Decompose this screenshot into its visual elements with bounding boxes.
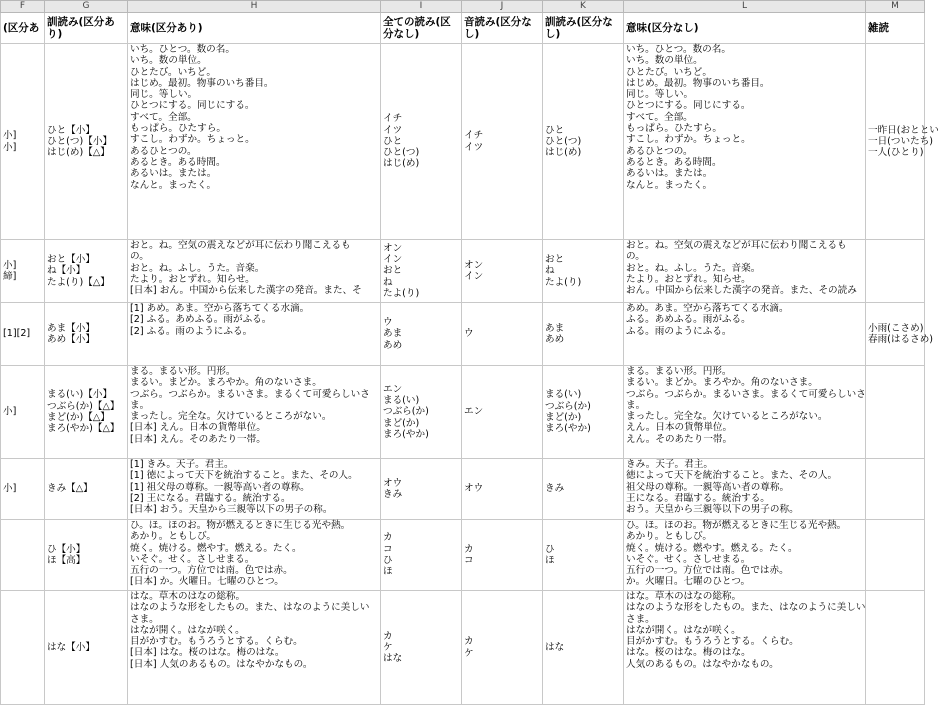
cell-line: [日本] おん。中国から伝来した漢字の発音。また、そ [130, 285, 362, 297]
cell-line: [日本] 人気のあるもの。はなやかなもの。 [130, 658, 313, 670]
cell-line: オウ [464, 483, 484, 495]
cell-line: [1] 祖父母の尊称。一親等高い者の尊称。 [130, 481, 310, 493]
cell-line: おん。中国から伝来した漢字の発音。また、その読み [626, 285, 857, 297]
cell-line: はじ(め) [383, 158, 420, 170]
cell-line: すべて。全部。 [130, 111, 197, 123]
cell-line: イツ [464, 141, 484, 153]
cell-m[interactable] [866, 591, 925, 705]
cell-g[interactable] [45, 591, 128, 705]
header-cell[interactable]: 訓読み(区分なし) [543, 13, 624, 44]
cell-k[interactable] [543, 591, 624, 705]
cell-line: すべて。全部。 [626, 111, 693, 123]
cell-g[interactable] [45, 44, 128, 240]
cell-line: ひと(つ) [545, 135, 582, 147]
cell-k[interactable] [543, 366, 624, 459]
column-letter-row [1, 1, 925, 13]
cell-i[interactable] [381, 303, 462, 366]
cell-line: はなが開く。はなが咲く。 [626, 624, 741, 636]
cell-h[interactable] [128, 591, 381, 705]
cell-i[interactable] [381, 459, 462, 520]
column-letter-J[interactable]: J [462, 1, 543, 13]
cell-line: まど(か) [545, 412, 582, 423]
cell-m[interactable] [866, 303, 934, 366]
cell-line: ひ。ほ。ほのお。物が燃えるときに生じる光や熱。 [626, 520, 847, 531]
cell-line: ひと [383, 135, 403, 147]
cell-line: いち。数の単位。 [130, 55, 207, 67]
cell-m[interactable] [866, 459, 925, 520]
cell-line: [1] きみ。天子。君主。 [130, 459, 234, 470]
cell-line: イン [383, 254, 403, 266]
cell-h[interactable] [128, 520, 381, 591]
cell-line: イン [464, 271, 484, 282]
cell-line: もっぱら。ひたすら。 [130, 123, 226, 135]
cell-line: まるい。まどか。まろやか。角のないさま。 [626, 377, 818, 389]
cell-line: 春雨(はるさめ) [868, 334, 934, 345]
cell-f[interactable] [1, 240, 45, 303]
cell-line: きみ [545, 483, 565, 495]
cell-line: [2] 王になる。君臨する。統治する。 [130, 492, 291, 504]
cell-m[interactable] [866, 44, 939, 240]
cell-line: さま。 [626, 613, 655, 625]
cell-line: ひと(つ)【小】 [47, 135, 113, 147]
cell-line: [日本] えん。そのあたり一帯。 [130, 433, 266, 445]
cell-line: イツ [383, 124, 403, 136]
cell-line: [日本] か。火曜日。七曜のひとつ。 [130, 576, 284, 588]
cell-g[interactable] [45, 303, 128, 366]
cell-line: 小] [3, 259, 17, 271]
cell-h[interactable] [128, 366, 381, 459]
cell-i[interactable] [381, 520, 462, 591]
cell-h[interactable] [128, 240, 381, 303]
cell-f[interactable] [1, 366, 45, 459]
cell-line: ひとたび。いちど。 [130, 66, 216, 78]
cell-k[interactable] [543, 44, 624, 240]
cell-line: ひとたび。いちど。 [626, 66, 712, 78]
cell-line: の。 [130, 251, 149, 263]
cell-line: ひ【小】 [47, 543, 86, 555]
column-letter-M[interactable]: M [866, 1, 925, 13]
cell-line: はな【小】 [47, 641, 95, 653]
cell-line: たよ(り) [383, 287, 420, 299]
cell-line: はな。草木のはなの総称。 [626, 591, 742, 602]
cell-f[interactable] [1, 44, 45, 240]
cell-line: たよ(り) [545, 276, 582, 288]
cell-line: さま。 [130, 613, 159, 625]
cell-i[interactable] [381, 240, 462, 303]
cell-line: あめ [545, 334, 565, 345]
cell-line: まったし。完全な。欠けているところがない。 [130, 411, 332, 423]
cell-l[interactable] [624, 44, 866, 240]
cell-line: あめ【小】 [47, 334, 95, 345]
cell-line: 五行の一つ。方位では南。色では赤。 [130, 565, 293, 577]
cell-line: おと。ね。ふし。うた。音楽。 [626, 262, 761, 274]
cell-line: あま [383, 328, 403, 340]
cell-line: ま。 [626, 399, 646, 411]
column-letter-H[interactable]: H [128, 1, 381, 13]
cell-h[interactable] [128, 459, 381, 520]
cell-f[interactable] [1, 459, 45, 520]
cell-line: 一日(ついたち) [868, 135, 934, 147]
cell-line: ほ [545, 555, 555, 566]
cell-line: つぶら(か) [383, 406, 429, 418]
cell-line: ほ【高】 [47, 555, 86, 566]
header-cell[interactable]: 全ての読み(区分なし) [381, 13, 462, 44]
cell-line: たより。おとずれ。知らせ。 [130, 273, 255, 285]
cell-line: はなのような形をしたもの。また、はなのように美しい [130, 602, 370, 614]
cell-line: ひとつにする。同じにする。 [130, 100, 255, 112]
cell-line: 小] [3, 130, 17, 142]
cell-k[interactable] [543, 240, 624, 303]
cell-line: カ [464, 636, 474, 648]
cell-m[interactable] [866, 240, 925, 303]
cell-l[interactable] [624, 520, 866, 591]
cell-l[interactable] [624, 459, 866, 520]
data-rows [1, 44, 939, 705]
cell-line: おと【小】 [47, 254, 95, 266]
cell-line: 目がかすむ。もうろうとする。くらむ。 [626, 636, 799, 648]
cell-line: まろ(やか)【△】 [47, 423, 120, 435]
cell-line: ひ [545, 543, 555, 555]
cell-line: エン [383, 383, 403, 395]
cell-line: まる(い) [545, 389, 582, 401]
header-cell[interactable]: 意味(区分あり) [128, 13, 381, 44]
cell-line: 王になる。君臨する。統治する。 [626, 492, 770, 504]
cell-line: ほ [383, 566, 393, 578]
cell-g[interactable] [45, 520, 128, 591]
cell-line: ひと【小】 [47, 124, 95, 136]
cell-line: カ [383, 532, 393, 544]
cell-line: あかり。ともしび。 [626, 531, 712, 543]
cell-line: [1] 徳によって天下を統治すること。また、その人。 [130, 470, 358, 482]
cell-line: ウ [383, 317, 393, 329]
cell-line: コ [464, 555, 474, 566]
cell-line: ひと [545, 124, 565, 136]
cell-line: まる(い)【小】 [47, 389, 113, 401]
cell-line: ね [383, 276, 393, 288]
column-letter-L[interactable]: L [624, 1, 866, 13]
cell-line: はじ(め) [545, 147, 582, 159]
table-row [1, 240, 925, 303]
cell-line: はじめ。最初。物事のいち番目。 [626, 77, 770, 89]
cell-line: 小] [3, 483, 17, 495]
cell-line: ね [545, 265, 555, 277]
cell-line: [日本] えん。日本の貨幣単位。 [130, 422, 266, 434]
cell-line: はなのような形をしたもの。また、はなのように美しい [626, 602, 866, 614]
cell-line: エン [464, 406, 484, 418]
cell-line: オン [383, 242, 403, 254]
cell-line: いち。ひとつ。数の名。 [130, 44, 235, 55]
cell-line: まど(か)【△】 [47, 412, 110, 423]
cell-line: まったし。完全な。欠けているところがない。 [626, 411, 828, 423]
cell-line: つぶら(か) [545, 400, 591, 412]
cell-line: 小] [3, 406, 17, 418]
cell-line: ひとつにする。同じにする。 [626, 100, 751, 112]
cell-line: すこし。わずか。ちょっと。 [626, 134, 751, 146]
cell-line: カ [383, 630, 393, 642]
table-row [1, 44, 925, 240]
cell-line: おと [383, 265, 403, 277]
column-letter-K[interactable]: K [543, 1, 624, 13]
cell-line: あま【小】 [47, 322, 95, 334]
cell-line: ひと(つ) [383, 147, 420, 159]
cell-line: あるひとつの。 [130, 145, 197, 157]
cell-line: いち。ひとつ。数の名。 [626, 44, 731, 55]
table-row [1, 520, 925, 591]
cell-line: きみ。天子。君主。 [626, 459, 713, 470]
table-row [1, 591, 925, 705]
cell-line: イチ [383, 113, 403, 125]
cell-line: えん。日本の貨幣単位。 [626, 422, 733, 434]
cell-line: おと。ね。空気の震えなどが耳に伝わり聞こえるも [626, 240, 847, 251]
cell-line: もっぱら。ひたすら。 [626, 123, 722, 135]
cell-line: か。火曜日。七曜のひとつ。 [626, 576, 751, 588]
cell-line: はじめ。最初。物事のいち番目。 [130, 77, 274, 89]
column-letter-I[interactable]: I [381, 1, 462, 13]
cell-line: あるひとつの。 [626, 145, 693, 157]
cell-line: 焼く。焼ける。燃やす。燃える。たく。 [130, 542, 302, 554]
cell-line: 小] [3, 141, 17, 153]
cell-line: たより。おとずれ。知らせ。 [626, 273, 751, 285]
cell-line: おと。ね。ふし。うた。音楽。 [130, 262, 265, 274]
header-cell[interactable]: 意味(区分なし) [624, 13, 866, 44]
cell-line: はな。桜のはな。梅のはな。 [626, 647, 751, 659]
cell-line: すこし。わずか。ちょっと。 [130, 134, 255, 146]
cell-line: まろ(やか) [545, 423, 591, 435]
cell-line: えん。そのあたり一帯。 [626, 433, 733, 445]
cell-line: まるい。まどか。まろやか。角のないさま。 [130, 377, 322, 389]
cell-line: あめ。あま。空から落ちてくる水滴。 [626, 303, 789, 314]
cell-line: 締] [3, 271, 17, 282]
cell-line: オン [464, 259, 484, 271]
cell-line: なんと。まったく。 [626, 179, 713, 191]
cell-line: まど(か) [383, 417, 420, 429]
column-letter-G[interactable]: G [45, 1, 128, 13]
cell-line: コ [383, 543, 393, 555]
cell-line: ね【小】 [47, 265, 86, 277]
cell-line: つぶら(か)【△】 [47, 400, 120, 412]
cell-line: 同じ。等しい。 [626, 89, 694, 101]
cell-g[interactable] [45, 240, 128, 303]
header-row [1, 13, 925, 44]
cell-line: イチ [464, 130, 484, 142]
cell-line: 焼く。焼ける。燃やす。燃える。たく。 [626, 542, 798, 554]
cell-line: きみ [383, 489, 403, 500]
cell-line: [2] ふる。雨のようにふる。 [130, 325, 253, 337]
cell-g[interactable] [45, 459, 128, 520]
cell-line: つぶら。つぶらか。まるいさま。まるくて可愛らしいさ [130, 388, 370, 400]
cell-line: あるいは。または。 [130, 168, 217, 180]
cell-line: 一昨日(おととい [868, 124, 939, 136]
cell-line: [1][2] [3, 328, 31, 340]
cell-line: はな。草木のはなの総称。 [130, 591, 246, 602]
cell-l[interactable] [624, 303, 866, 366]
cell-line: ひ。ほ。ほのお。物が燃えるときに生じる光や熱。 [130, 520, 351, 531]
cell-i[interactable] [381, 44, 462, 240]
column-letter-F[interactable]: F [1, 1, 45, 13]
cell-line: あるとき。ある時間。 [626, 156, 722, 168]
cell-line: 小雨(こさめ) [868, 322, 924, 334]
header-cell[interactable]: (区分あ [1, 13, 45, 44]
cell-line: カ [464, 543, 474, 555]
cell-line: ふる。雨のようにふる。 [626, 325, 732, 337]
cell-line: きみ【△】 [47, 483, 93, 495]
cell-line: 一人(ひとり) [868, 147, 924, 159]
cell-line: つぶら。つぶらか。まるいさま。まるくて可愛らしいさ [626, 388, 866, 400]
cell-line: おう。天皇から三親等以下の男子の称。 [626, 504, 799, 516]
cell-line: [日本] おう。天皇から三親等以下の男子の称。 [130, 504, 333, 516]
cell-k[interactable] [543, 303, 624, 366]
cell-line: ひ [383, 555, 393, 566]
cell-line: ウ [464, 328, 474, 340]
cell-j[interactable] [462, 520, 543, 591]
cell-i[interactable] [381, 591, 462, 705]
cell-line: ケ [383, 641, 393, 653]
cell-m[interactable] [866, 520, 925, 591]
cell-line: はじ(め)【△】 [47, 147, 110, 159]
cell-j[interactable] [462, 459, 543, 520]
cell-l[interactable] [624, 591, 866, 705]
cell-line: あま [545, 322, 565, 334]
cell-line: あめ [383, 339, 403, 351]
cell-line: はなが開く。はなが咲く。 [130, 624, 245, 636]
cell-line: はな [383, 653, 403, 665]
cell-line: まる(い) [383, 395, 420, 407]
cell-line: 五行の一つ。方位では南。色では赤。 [626, 565, 789, 577]
cell-line: オウ [383, 477, 403, 489]
cell-line: おと [545, 254, 565, 266]
cell-j[interactable] [462, 44, 543, 240]
cell-h[interactable] [128, 44, 381, 240]
cell-i[interactable] [381, 366, 462, 459]
cell-line: まる。まるい形。円形。 [626, 366, 732, 377]
header-cell[interactable]: 音読み(区分なし) [462, 13, 543, 44]
cell-h[interactable] [128, 303, 381, 366]
cell-l[interactable] [624, 240, 866, 303]
cell-f[interactable] [1, 520, 45, 591]
cell-f[interactable] [1, 591, 45, 705]
cell-line: 徳によって天下を統治すること。また、その人。 [626, 470, 838, 482]
cell-m[interactable] [866, 366, 925, 459]
cell-line: [1] あめ。あま。空から落ちてくる水滴。 [130, 303, 310, 314]
cell-line: の。 [626, 251, 645, 263]
cell-j[interactable] [462, 366, 543, 459]
cell-f[interactable] [1, 303, 45, 366]
cell-line: いそぐ。せく。さしせまる。 [626, 553, 751, 565]
cell-line: たよ(り)【△】 [47, 276, 110, 288]
cell-line: はな [545, 641, 565, 653]
table-row [1, 459, 925, 520]
cell-line: [日本] はな。桜のはな。梅のはな。 [130, 647, 285, 659]
cell-line: [2] ふる。あめふる。雨がふる。 [130, 314, 272, 326]
cell-line: いそぐ。せく。さしせまる。 [130, 553, 255, 565]
cell-line: ま。 [130, 399, 150, 411]
cell-k[interactable] [543, 520, 624, 591]
cell-line: なんと。まったく。 [130, 179, 217, 191]
cell-line: 目がかすむ。もうろうとする。くらむ。 [130, 636, 303, 648]
header-cell[interactable]: 訓読み(区分あり) [45, 13, 128, 44]
cell-line: おと。ね。空気の震えなどが耳に伝わり聞こえるも [130, 240, 351, 251]
cell-line: 人気のあるもの。はなやかなもの。 [626, 658, 779, 670]
cell-j[interactable] [462, 591, 543, 705]
cell-k[interactable] [543, 459, 624, 520]
cell-line: あかり。ともしび。 [130, 531, 216, 543]
cell-j[interactable] [462, 303, 543, 366]
header-cell[interactable]: 雑読 [866, 13, 925, 44]
cell-line: いち。数の単位。 [626, 55, 703, 67]
cell-line: まろ(やか) [383, 428, 429, 440]
cell-line: ふる。あめふる。雨がふる。 [626, 314, 751, 326]
table-row [1, 303, 925, 366]
cell-line: ケ [464, 647, 474, 659]
cell-j[interactable] [462, 240, 543, 303]
cell-line: あるとき。ある時間。 [130, 156, 226, 168]
cell-line: 同じ。等しい。 [130, 89, 198, 101]
cell-g[interactable] [45, 366, 128, 459]
cell-line: 祖父母の尊称。一親等高い者の尊称。 [626, 481, 790, 493]
cell-l[interactable] [624, 366, 866, 459]
cell-line: あるいは。または。 [626, 168, 713, 180]
cell-line: まる。まるい形。円形。 [130, 366, 236, 377]
table-row [1, 366, 925, 459]
